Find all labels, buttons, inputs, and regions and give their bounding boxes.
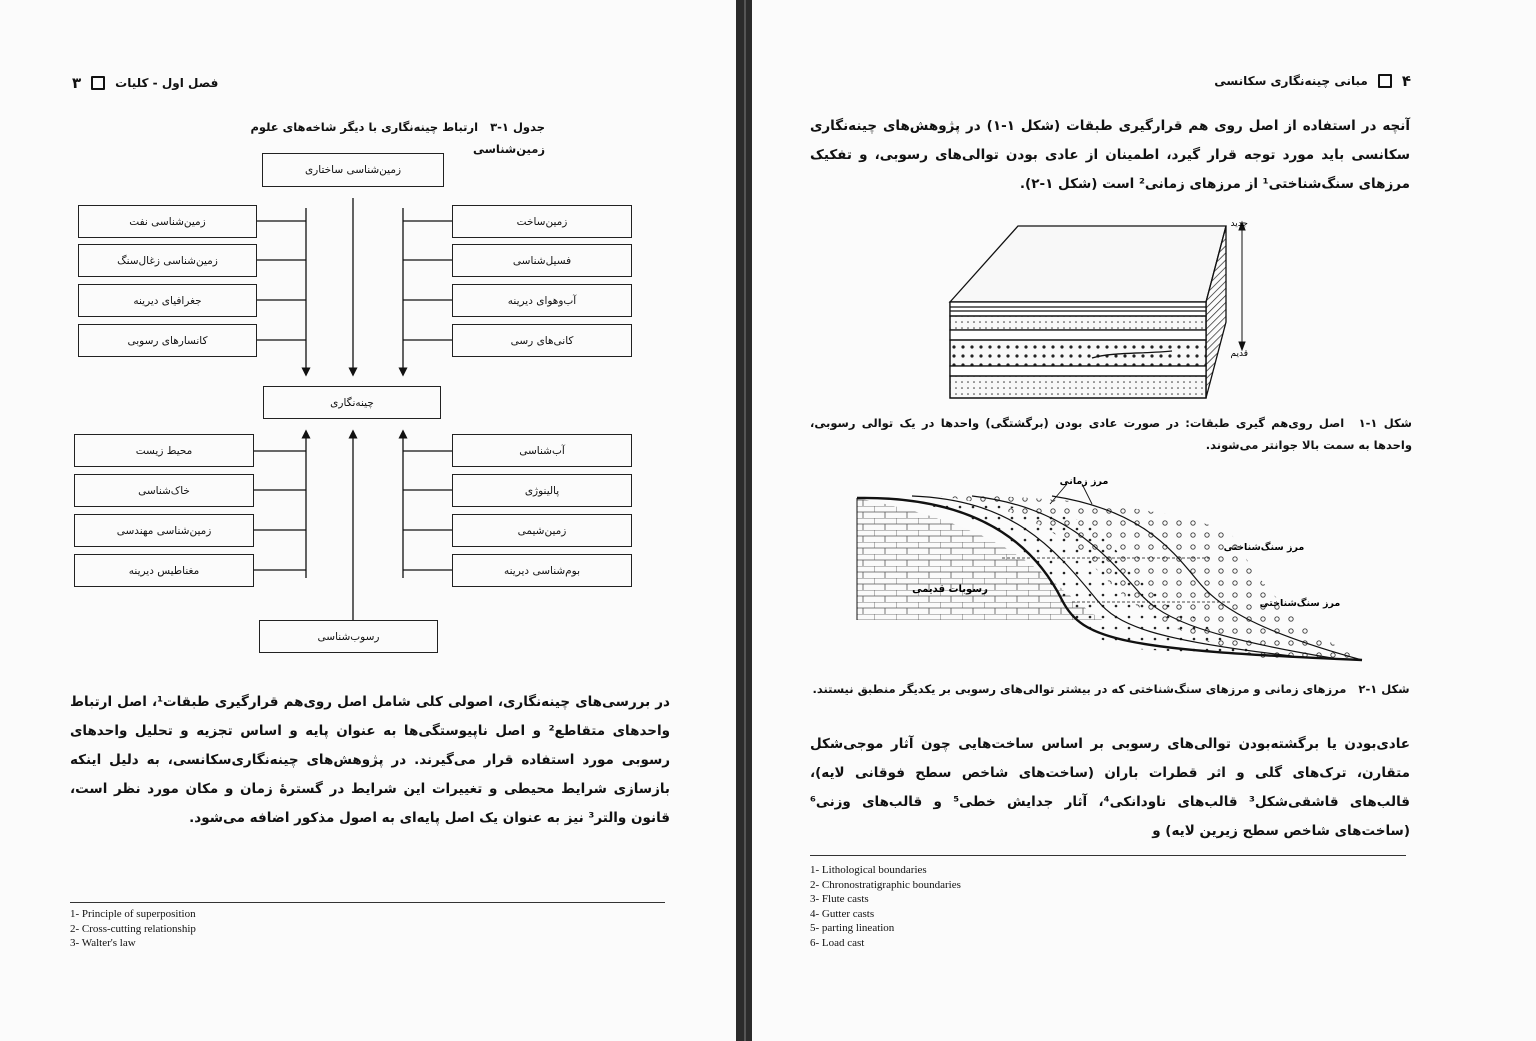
label-litho-boundary-2: مرز سنگ‌شناختی [1259,598,1341,609]
box-sedimentary-deposits [78,324,257,357]
box-tectonics [452,205,632,238]
footnote: 1- Lithological boundaries [810,864,927,876]
footnote-rule [70,902,665,903]
box-label: زمین‌شناسی نفت [129,215,206,228]
box-coal-geology [78,244,257,277]
page-header-right [1214,72,1411,90]
box-sedimentology [259,620,438,653]
box-label: آب‌شناسی [519,444,565,457]
footnote: 2- Chronostratigraphic boundaries [810,878,961,891]
footnote-rule [810,855,1406,856]
body-paragraph-2: عادی‌بودن یا برگشته‌بودن توالی‌های رسوبی بر اساس ساخت‌هایی چون آثار موجی‌شکل متقارن، ترک‌های گلی و اثر قطرات باران (ساخت‌های شاخص سطح فوقانی لایه)، قالب‌های قاشقی‌شکل³ قالب‌های ناودانکی⁴، آثار جدایش خطی⁵ و قالب‌های وزنی⁶ (ساخت‌های شاخص سطح زیرین لایه) و [810,736,1410,839]
box-label: زمین‌شناسی مهندسی [116,524,212,537]
box-label: جغرافیای دیرینه [133,294,202,307]
box-label: فسیل‌شناسی [512,254,572,267]
box-pedology [74,474,254,507]
label-old-sediments: رسوبات قدیمی [912,584,988,595]
figure1-caption [810,412,1412,456]
box-label: زمین‌شناسی ساختاری [304,164,402,176]
box-geochemistry [452,514,632,547]
figure1-caption-label: شکل ۱-۱ [1358,416,1412,430]
gutter-line [744,0,746,1041]
figure-superposition [942,218,1272,402]
label-old: قدیم [1230,349,1248,359]
square-icon [1378,74,1392,88]
footnote: 6- Load cast [810,936,865,949]
box-label: چینه‌نگاری [330,396,374,409]
footnote: 1- Principle of superposition [70,908,196,920]
box-label: بوم‌شناسی دیرینه [504,564,581,577]
box-label: پالینوژی [524,484,560,497]
box-paleoecology [452,554,632,587]
box-label: زمین‌ساخت [516,215,568,228]
page-number: ۳ [72,74,82,92]
box-palynology [452,474,632,507]
figure2-caption [810,678,1412,700]
page-number: ۴ [1401,72,1411,90]
box-label: زمین‌شناسی زغال‌سنگ [117,254,218,267]
footnote: 4- Gutter casts [810,907,875,920]
footnotes [810,863,961,951]
body-paragraph: در بررسی‌های چینه‌نگاری، اصولی کلی شامل اصل روی‌هم قرارگیری طبقات¹، اصل ارتباط واحدهای متقاطع² و اصل ناپیوستگی‌ها به عنوان پایه و اساس تجزیه و تحلیل واحدهای رسوبی مورد استفاده قرار می‌گیرند. در پژوهش‌های چینه‌نگاری‌سکانسی، به دلیل اینکه بازسازی شرایط محیطی و تغییرات این شرایط در گسترهٔ زمان و مکان مورد نظر است، قانون والتر³ نیز به عنوان یک اصل پایه‌ای به اصول مذکور اضافه می‌شود. [70,694,670,826]
chapter-title: فصل اول - کلیات [115,76,219,90]
footnote: 2- Cross-cutting relationship [70,922,196,935]
footnote: 3- Flute casts [810,893,869,906]
box-petroleum-geology [78,205,257,238]
box-label: آب‌وهوای دیرینه [507,294,577,307]
box-hydrology [452,434,632,467]
box-stratigraphy [263,386,441,419]
box-label: زمین‌شیمی [517,524,567,537]
box-label: کانی‌های رسی [510,334,574,347]
box-label: محیط زیست [135,444,193,457]
right-page [752,0,1536,1041]
box-structural-geology [262,153,444,187]
box-paleontology [452,244,632,277]
label-new: جدید [1230,219,1248,229]
box-engineering-geology [74,514,254,547]
label-litho-boundary-1: مرز سنگ‌شناختی [1223,542,1305,553]
box-label: خاک‌شناسی [138,484,190,497]
box-paleogeography [78,284,257,317]
box-label: مغناطیس دیرینه [128,564,200,577]
left-page [0,0,736,1041]
figure2-caption-label: شکل ۱-۲ [1358,682,1410,696]
footnote: 5- parting lineation [810,922,895,935]
figure2-caption-text: مرزهای زمانی و مرزهای سنگ‌شناختی که در بیشتر توالی‌های رسوبی بر یکدیگر منطبق نیستند. [812,682,1347,696]
figure-boundaries [852,470,1372,670]
table-caption-title: ارتباط چینه‌نگاری با دیگر شاخه‌های علوم زمین‌شناسی [250,120,545,156]
figure1-caption-text: اصل روی‌هم گیری طبقات: در صورت عادی بودن (برگشتگی) واحدها در یک توالی رسوبی، واحدها به سمت بالا جوانتر می‌شوند. [810,416,1412,452]
table-caption-label: جدول ۱-۳ [490,120,545,134]
intro-paragraph: آنچه در استفاده از اصل روی هم قرارگیری طبقات (شکل ۱-۱) در پژوهش‌های چینه‌نگاری سکانسی باید مورد توجه قرار گیرد، اطمینان از عادی بودن توالی‌های رسوبی، و تفکیک مرزهای سنگ‌شناختی¹ از مرزهای زمانی² است (شکل ۱-۲). [810,118,1410,192]
footnotes [70,907,196,951]
box-label: رسوب‌شناسی [317,630,380,643]
footnote: 3- Walter's law [70,937,136,950]
label-time-boundary: مرز زمانی [1059,476,1109,487]
box-environment [74,434,254,467]
box-paleomagnetism [74,554,254,587]
box-paleoclimate [452,284,632,317]
box-label: کانسارهای رسوبی [127,334,208,347]
book-title: مبانی چینه‌نگاری سکانسی [1214,74,1368,88]
box-clay-minerals [452,324,632,357]
